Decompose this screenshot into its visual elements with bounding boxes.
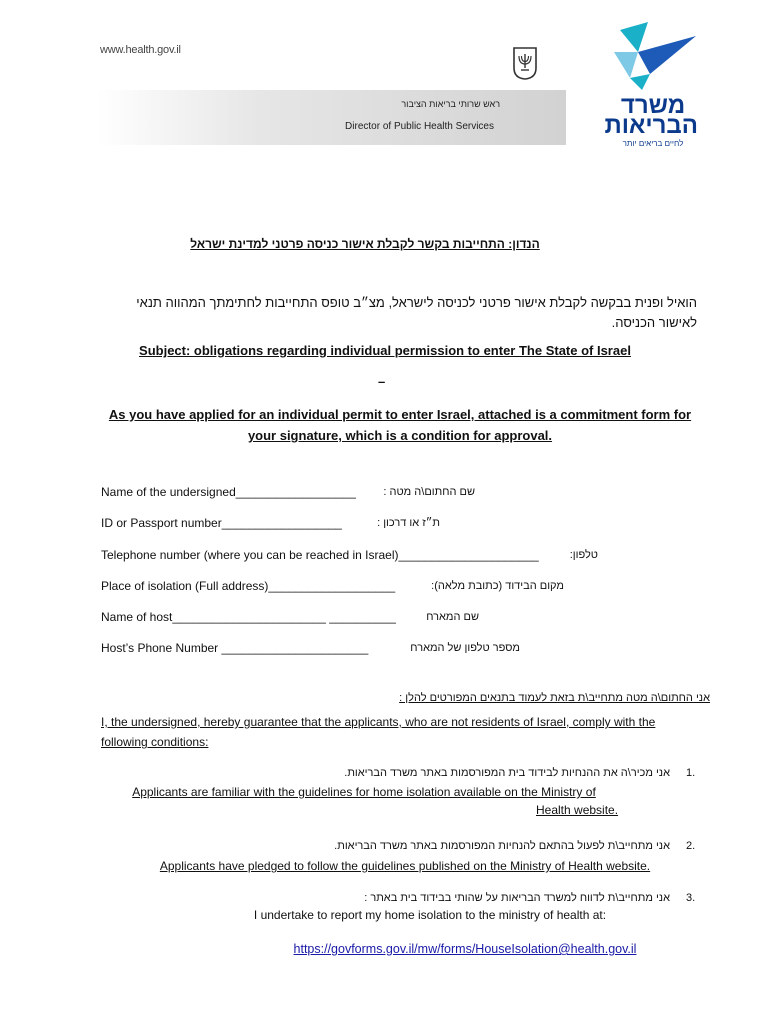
item-1-hebrew: אני מכיר\ה את ההנחיות לבידוד בית המפורסמות באתר משרד הבריאות. bbox=[344, 767, 670, 779]
item-1-english-line1: Applicants are familiar with the guidelines for home isolation available on the Ministry of bbox=[132, 785, 596, 799]
intro-english: As you have applied for an individual permit to enter Israel, attached is a commitment form for your signature, which is a condition for approval. bbox=[108, 407, 692, 443]
item-3-english: I undertake to report my home isolation to the ministry of health at: bbox=[253, 908, 607, 922]
item-3-number: 3. bbox=[686, 892, 696, 904]
brand-name-line1: משרד bbox=[620, 92, 686, 119]
field-phone-label: Telephone number (where you can be reached in Israel)_____________________ bbox=[101, 548, 539, 562]
subject-hebrew: הנדון: התחייבות בקשר לקבלת אישור כניסה פרטני למדינת ישראל bbox=[190, 237, 540, 251]
field-host-phone-label-hebrew: מספר טלפון של המארח bbox=[410, 642, 520, 654]
dept-name-english: Director of Public Health Services bbox=[345, 121, 494, 132]
item-1-number: 1. bbox=[686, 767, 696, 779]
site-url: www.health.gov.il bbox=[100, 44, 181, 56]
field-isolation-label-hebrew: מקום הבידוד (כתובת מלאה): bbox=[431, 580, 564, 592]
field-name-label: Name of the undersigned__________________ bbox=[101, 485, 356, 499]
brand-name bbox=[604, 92, 698, 139]
item-2-number: 2. bbox=[686, 840, 696, 852]
state-emblem-icon bbox=[512, 46, 538, 80]
field-host-name-label: Name of host_______________________ __________ bbox=[101, 610, 396, 624]
house-isolation-link[interactable]: https://govforms.gov.il/mw/forms/HouseIsolation@health.gov.il bbox=[293, 942, 637, 956]
field-id-label-hebrew: ת״ז או דרכון : bbox=[377, 517, 440, 529]
field-phone-label-hebrew: טלפון: bbox=[569, 549, 598, 561]
brand-name-line2: הבריאות bbox=[604, 112, 698, 139]
intro-hebrew: הואיל ופנית בבקשה לקבלת אישור פרטני לכניסה לישראל, מצ״ב טופס התחייבות לחתימתך המהווה תנאי לאישור הכניסה. bbox=[136, 295, 697, 330]
dept-name-hebrew: ראש שרותי בריאות הציבור bbox=[401, 99, 500, 109]
separator-dash: – bbox=[378, 374, 386, 389]
brand-tagline: לחיים בריאים יותר bbox=[622, 139, 684, 148]
item-2-hebrew: אני מתחייב\ת לפעול בהתאם להנחיות המפורסמות באתר משרד הבריאות. bbox=[334, 840, 670, 852]
field-host-name-label-hebrew: שם המארח bbox=[426, 611, 479, 623]
field-id-label: ID or Passport number__________________ bbox=[101, 516, 342, 530]
item-1-english-line2: Health website. bbox=[536, 803, 619, 817]
conditions-heading-english: I, the undersigned, hereby guarantee that the applicants, who are not residents of Israel, comply with the following conditions: bbox=[101, 715, 656, 749]
field-isolation-label: Place of isolation (Full address)___________________ bbox=[101, 579, 396, 593]
conditions-heading-hebrew: אני החתום\ה מטה מתחייב\ת בזאת לעמוד בתנאים המפורטים להלן : bbox=[399, 692, 710, 704]
field-host-phone-label: Host’s Phone Number ______________________ bbox=[101, 641, 369, 655]
subject-english: Subject: obligations regarding individual permission to enter The State of Israel bbox=[139, 343, 631, 358]
field-name-label-hebrew: שם החתום\ה מטה : bbox=[383, 486, 475, 498]
item-2-english: Applicants have pledged to follow the guidelines published on the Ministry of Health website. bbox=[159, 859, 651, 873]
item-3-hebrew: אני מתחייב\ת לדווח למשרד הבריאות על שהותי בבידוד בית באתר : bbox=[364, 892, 670, 904]
